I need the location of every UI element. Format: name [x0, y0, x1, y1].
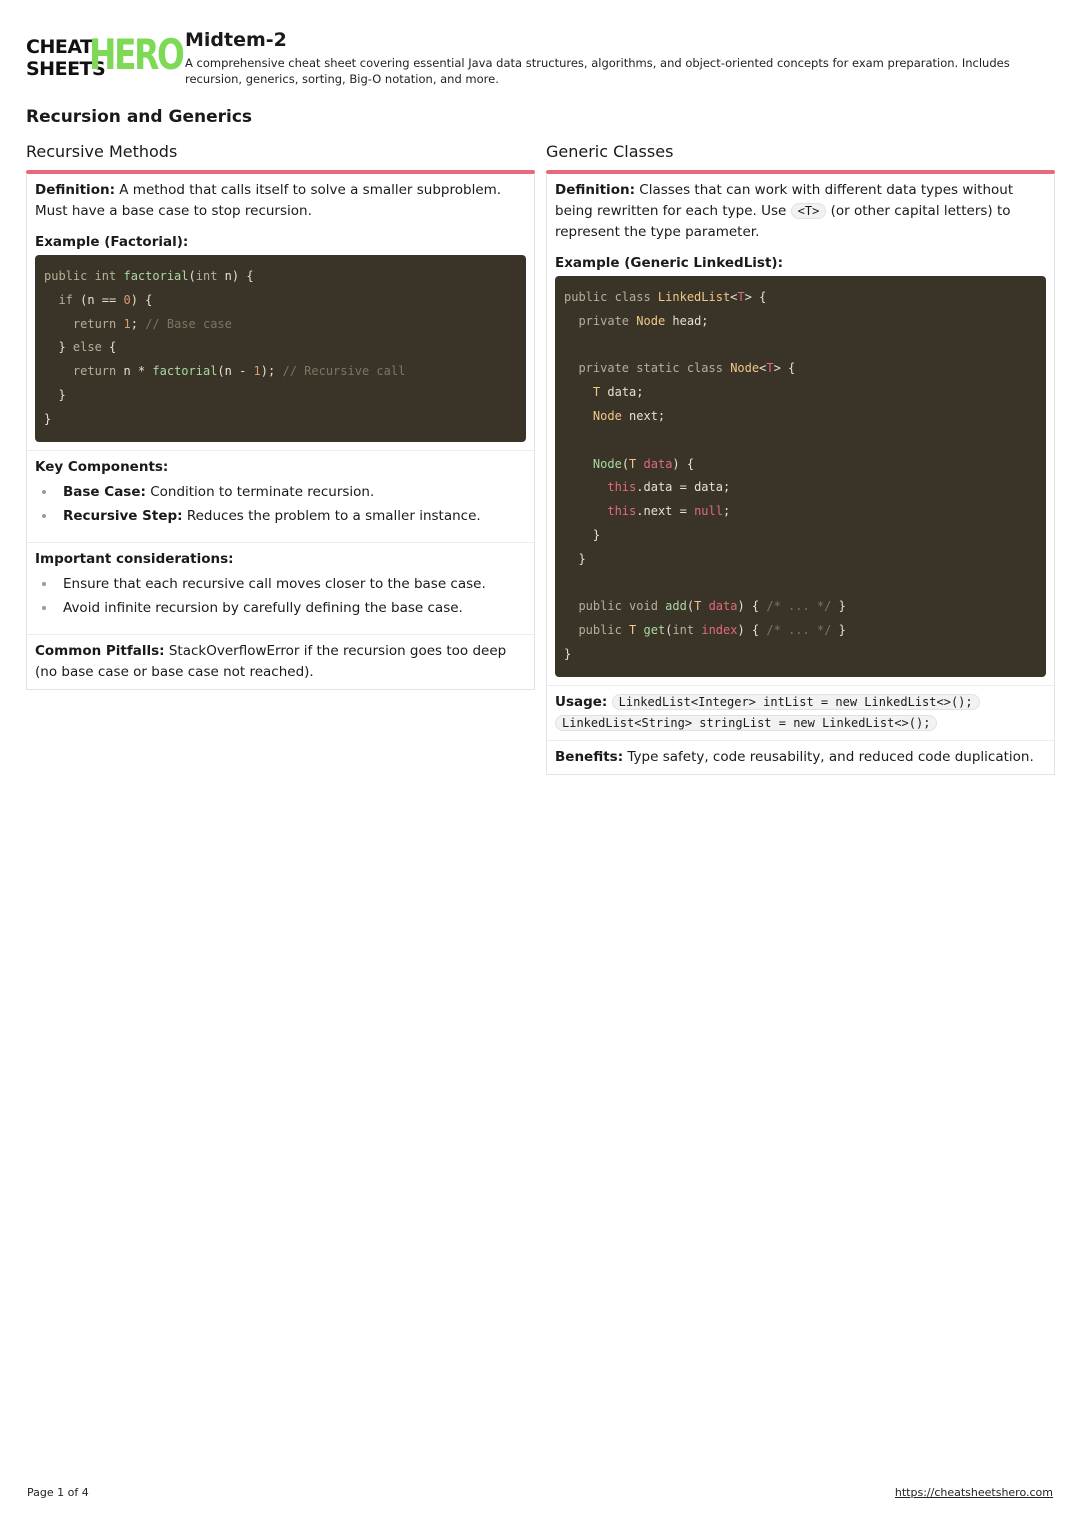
pitfalls-text: StackOverflowError if the recursion goes too deep (no base case or base case not reached).	[35, 642, 507, 680]
benefits-label: Benefits:	[555, 748, 624, 765]
list-item	[35, 480, 526, 504]
definition-label: Definition:	[555, 182, 635, 198]
list-item: Ensure that each recursive call moves closer to the base case.	[35, 572, 526, 596]
recursive-methods-column	[26, 142, 535, 690]
term: Base Case:	[63, 483, 146, 500]
section-title: Recursion and Generics	[26, 107, 253, 127]
code-block-factorial: public int factorial(int n) { if (n == 0) { return 1; // Base case } else { return n * factorial(n - 1); // Recursive call } }	[35, 255, 526, 442]
pitfalls-block	[27, 635, 534, 689]
generics-card	[546, 174, 1055, 775]
example-label: Example (Factorial):	[35, 234, 189, 250]
benefits-text: Type safety, code reusability, and reduced code duplication.	[623, 748, 1034, 765]
inline-code: <T>	[791, 203, 827, 219]
key-components-list	[35, 480, 526, 528]
key-components-label: Key Components:	[35, 458, 169, 475]
page-subtitle: A comprehensive cheat sheet covering essential Java data structures, algorithms, and object-oriented concepts for exam preparation. Includes recursion, generics, sorting, Big-O notation, and more.	[185, 56, 1010, 86]
usage-block	[547, 686, 1054, 741]
considerations-block	[27, 543, 534, 635]
code-block-linkedlist: public class LinkedList<T> { private Node head; private static class Node<T> { T data; Node next; Node(T data) { this.data = data; this.next = null; } } public void add(T data) { /* ... */ } public T get(int index) { /* ... */ } }	[555, 276, 1046, 677]
logo-word-sheets: SHEETS	[26, 58, 106, 80]
example-label: Example (Generic LinkedList):	[555, 255, 783, 271]
term-text: Reduces the problem to a smaller instance.	[182, 507, 481, 524]
definition-text: A method that calls itself to solve a smaller subproblem. Must have a base case to stop recursion.	[35, 182, 502, 219]
definition-block	[27, 174, 534, 451]
logo-word-hero: HERO	[89, 30, 183, 79]
logo-word-cheat: CHEAT	[26, 36, 93, 58]
usage-code-string: LinkedList<String> stringList = new LinkedList<>();	[555, 715, 937, 731]
considerations-list	[35, 572, 526, 620]
definition-label: Definition:	[35, 182, 115, 198]
site-link[interactable]: https://cheatsheetshero.com	[894, 1486, 1053, 1499]
page-header	[26, 28, 1056, 88]
cheatsheets-hero-logo[interactable]	[26, 30, 183, 82]
page-title: Midtem-2	[185, 29, 287, 51]
term-text: Condition to terminate recursion.	[145, 483, 375, 500]
list-item	[35, 504, 526, 528]
recursive-card	[26, 174, 535, 690]
benefits-block	[547, 741, 1054, 774]
definition-text: Classes that can work with different data types without being rewritten for each type. Use	[555, 182, 1014, 219]
usage-code-integer: LinkedList<Integer> intList = new LinkedList<>();	[612, 694, 980, 710]
column-title: Generic Classes	[546, 142, 674, 161]
pitfalls-label: Common Pitfalls:	[35, 642, 165, 659]
definition-text-end: (or other capital letters) to represent the type parameter.	[555, 203, 1011, 240]
term: Recursive Step:	[63, 507, 183, 524]
page-number: Page 1 of 4	[27, 1486, 89, 1499]
considerations-label: Important considerations:	[35, 550, 234, 567]
usage-label: Usage:	[555, 693, 608, 710]
key-components-block	[27, 451, 534, 543]
definition-block	[547, 174, 1054, 686]
generic-classes-column	[546, 142, 1055, 775]
column-title: Recursive Methods	[26, 142, 178, 161]
list-item: Avoid infinite recursion by carefully defining the base case.	[35, 596, 526, 620]
